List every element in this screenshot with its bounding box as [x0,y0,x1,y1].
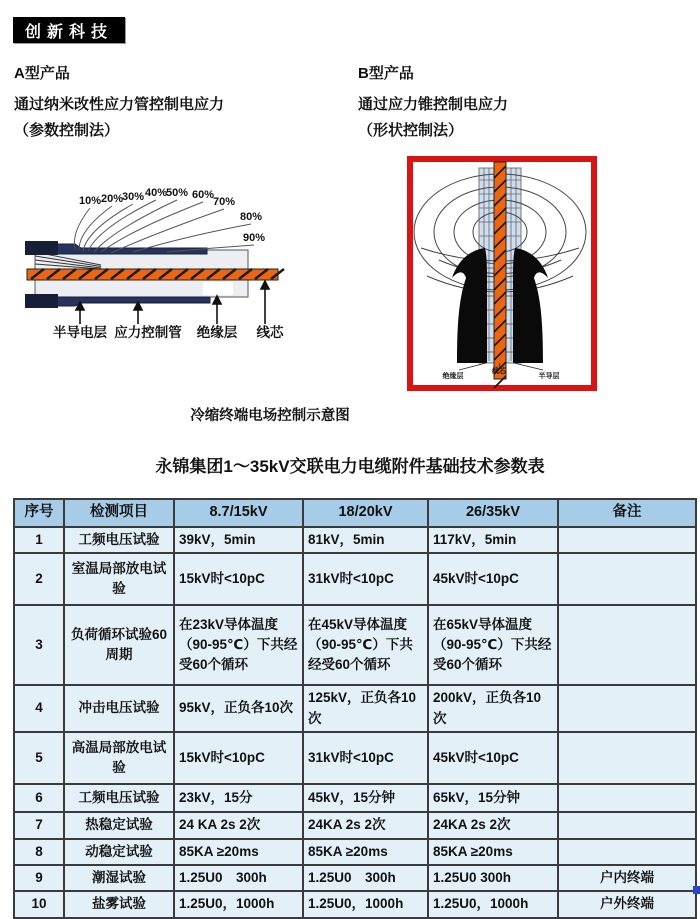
corner-artifact [693,886,700,894]
remark-cell [558,605,696,685]
value-cell: 95kV，正负各10次 [174,685,303,732]
remark-cell: 户内终端 [558,865,696,891]
test-item-cell: 热稳定试验 [64,812,174,839]
label-b-core: 线芯 [492,368,506,375]
column-header: 备注 [558,499,696,527]
table-row [14,839,696,865]
table-row [14,812,696,839]
test-item-cell: 盐雾试验 [64,891,174,917]
percent-label: 50% [165,187,189,199]
value-cell: 39kV，5min [174,527,303,553]
value-cell: 1.25U0 300h [428,865,558,891]
value-cell: 24KA 2s 2次 [428,812,558,839]
percent-label: 80% [239,211,263,223]
remark-cell: 户外终端 [558,891,696,917]
label-insulation-layer: 绝缘层 [196,325,238,340]
row-number: 7 [14,812,64,839]
remark-cell [558,812,696,839]
row-number: 6 [14,784,64,812]
column-header: 检测项目 [64,499,174,527]
percent-label: 30% [121,191,145,203]
equipotential-percent-labels [79,187,265,244]
value-cell: 24 KA 2s 2次 [174,812,303,839]
remark-cell [558,527,696,553]
label-b-semicon: 半导层 [538,373,560,380]
test-item-cell: 工频电压试验 [64,527,174,553]
value-cell: 125kV，正负各10次 [303,685,428,732]
table-row [14,732,696,784]
value-cell: 23kV，15分 [174,784,303,812]
value-cell: 1.25U0，1000h [303,891,428,917]
row-number: 4 [14,685,64,732]
label-b-insulation: 绝缘层 [442,373,464,380]
test-item-cell: 动稳定试验 [64,839,174,865]
row-number: 10 [14,891,64,917]
test-item-cell: 负荷循环试验60周期 [64,605,174,685]
value-cell: 31kV时<10pC [303,732,428,784]
value-cell: 15kV时<10pC [174,553,303,605]
diagram-a-stress-tube [15,172,345,340]
percent-label: 20% [100,193,124,205]
value-cell: 24KA 2s 2次 [303,812,428,839]
column-header: 序号 [14,499,64,527]
row-number: 9 [14,865,64,891]
label-semiconductive-layer: 半导电层 [53,325,107,340]
product-a-desc: 通过纳米改性应力管控制电应力 [14,96,225,113]
row-number: 1 [14,527,64,553]
row-number: 3 [14,605,64,685]
table-row [14,553,696,605]
banner-title: 创新科技 [24,23,113,41]
value-cell: 在45kV导体温度（90-95℃）下共经受60个循环 [303,605,428,685]
row-number: 5 [14,732,64,784]
product-b-method: （形状控制法） [358,122,464,139]
label-core: 线芯 [256,325,284,340]
percent-label: 10% [78,195,102,207]
value-cell: 45kV时<10pC [428,553,558,605]
column-header: 26/35kV [428,499,558,527]
percent-label: 90% [242,232,266,244]
percent-label: 60% [191,189,215,201]
value-cell: 85KA ≥20ms [303,839,428,865]
product-b-name: B型产品 [358,65,414,82]
test-item-cell: 冲击电压试验 [64,685,174,732]
value-cell: 1.25U0，1000h [174,891,303,917]
table-row [14,784,696,812]
product-b-desc: 通过应力锥控制电应力 [358,96,509,113]
value-cell: 45kV时<10pC [428,732,558,784]
test-item-cell: 潮湿试验 [64,865,174,891]
value-cell: 85KA ≥20ms [428,839,558,865]
value-cell: 200kV，正负各10次 [428,685,558,732]
value-cell: 1.25U0，1000h [428,891,558,917]
value-cell: 15kV时<10pC [174,732,303,784]
product-a-name: A型产品 [14,65,70,82]
table-header-row [14,499,696,527]
test-item-cell: 工频电压试验 [64,784,174,812]
column-header: 18/20kV [303,499,428,527]
table-row [14,891,696,917]
parameters-table [13,498,697,919]
value-cell: 45kV，15分钟 [303,784,428,812]
label-stress-control-tube: 应力控制管 [114,325,182,340]
diagram-b-stress-cone [407,156,597,391]
value-cell: 31kV时<10pC [303,553,428,605]
value-cell: 在23kV导体温度（90-95℃）下共经受60个循环 [174,605,303,685]
percent-label: 40% [144,187,168,199]
row-number: 2 [14,553,64,605]
row-number: 8 [14,839,64,865]
remark-cell [558,839,696,865]
remark-cell [558,685,696,732]
value-cell: 81kV，5min [303,527,428,553]
table-row [14,685,696,732]
table-title: 永锦集团1～35kV交联电力电缆附件基础技术参数表 [155,457,545,476]
diagram-caption: 冷缩终端电场控制示意图 [190,408,350,424]
remark-cell [558,553,696,605]
value-cell: 65kV，15分钟 [428,784,558,812]
column-header: 8.7/15kV [174,499,303,527]
value-cell: 85KA ≥20ms [174,839,303,865]
table-row [14,527,696,553]
remark-cell [558,784,696,812]
table-row [14,605,696,685]
value-cell: 1.25U0 300h [174,865,303,891]
product-a-method: （参数控制法） [14,122,120,139]
remark-cell [558,732,696,784]
value-cell: 1.25U0 300h [303,865,428,891]
percent-label: 70% [212,196,236,208]
table-row [14,865,696,891]
test-item-cell: 室温局部放电试验 [64,553,174,605]
value-cell: 在65kV导体温度（90-95℃）下共经受60个循环 [428,605,558,685]
banner-innovation-tech [13,17,125,43]
test-item-cell: 高温局部放电试验 [64,732,174,784]
value-cell: 117kV，5min [428,527,558,553]
